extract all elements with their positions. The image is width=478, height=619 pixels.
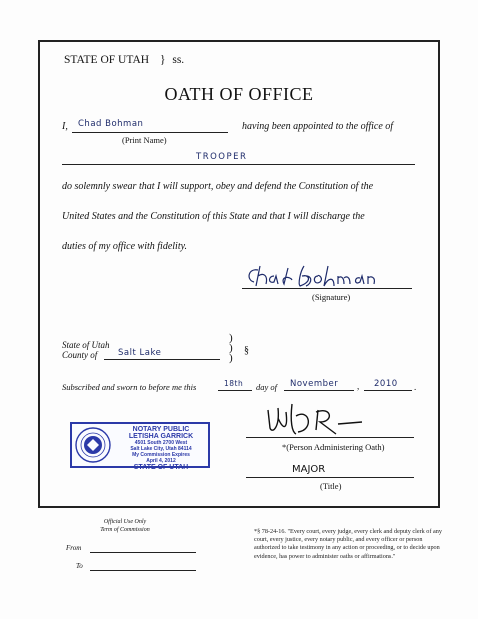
term-of-commission-label: Term of Commission: [100, 527, 150, 533]
county-value: Salt Lake: [118, 348, 162, 358]
stamp-line-4: Salt Lake City, Utah 84114: [130, 446, 192, 452]
notary-stamp: [70, 422, 210, 471]
oath-line-2: United States and the Constitution of this State and that I will discharge the: [62, 211, 365, 222]
to-line: [90, 570, 196, 571]
administering-line: [246, 437, 414, 438]
county-line: [104, 359, 220, 360]
stamp-line-2: LETISHA GARRICK: [128, 433, 194, 440]
stamp-line-5: My Commission Expires: [132, 452, 190, 458]
year-line: [364, 390, 412, 391]
day-line: [218, 390, 252, 391]
print-name-label: (Print Name): [122, 135, 167, 145]
office-value: TROOPER: [196, 152, 248, 162]
title-value: MAJOR: [292, 464, 326, 475]
sworn-prefix: Subscribed and sworn to before me this: [62, 382, 197, 392]
month-line: [284, 390, 354, 391]
statute-footnote: *§ 78-24-16. "Every court, every judge, every clerk and deputy clerk of any court, every justice, every notary public, and every officer or person authorized to take testimony in any action or proceeding, or to decide upon evidence, has power to administer oaths or affirmations.": [254, 528, 442, 560]
signature-label: (Signature): [312, 292, 351, 302]
state-label: STATE OF UTAH: [64, 54, 150, 66]
brace: }: [159, 54, 166, 66]
official-use-label: Official Use Only: [103, 519, 147, 525]
from-label: From: [66, 544, 82, 552]
title-line: [246, 477, 414, 478]
oath-line-3: duties of my office with fidelity.: [62, 241, 187, 252]
name-line: [72, 132, 228, 133]
printed-name: Chad Bohman: [78, 119, 144, 129]
stamp-line-7: STATE OF UTAH: [133, 464, 189, 471]
day-of-text: day of: [256, 382, 278, 392]
office-line: [62, 164, 415, 165]
notary-seal-icon: [75, 427, 111, 463]
from-line: [90, 552, 196, 553]
ss-label: ss.: [172, 54, 185, 66]
sworn-period: .: [414, 382, 417, 392]
i-prefix: I,: [62, 121, 68, 132]
venue-brackets: ) ) ): [229, 332, 233, 364]
administering-label: *(Person Administering Oath): [282, 442, 385, 452]
sworn-comma: ,: [357, 381, 360, 391]
having-text: having been appointed to the office of: [242, 121, 394, 132]
sworn-year: 2010: [374, 379, 398, 389]
county-prefix: County of: [62, 350, 98, 360]
to-label: To: [76, 562, 83, 570]
state-header: [64, 54, 184, 66]
stamp-text: [114, 426, 208, 471]
sworn-month: November: [290, 379, 339, 389]
stamp-line-6: April 4, 2012: [146, 458, 176, 464]
stamp-line-1: NOTARY PUBLIC: [132, 426, 190, 433]
oath-line-1: do solemnly swear that I will support, obey and defend the Constitution of the: [62, 181, 374, 192]
document-title: OATH OF OFFICE: [164, 84, 314, 104]
stamp-line-3: 4501 South 2700 West: [134, 440, 188, 446]
sworn-day: 18th: [224, 379, 244, 388]
title-label: (Title): [320, 481, 342, 491]
venue-state: State of Utah: [62, 340, 110, 350]
official-use-block: [86, 518, 164, 534]
signature-line: [242, 288, 412, 289]
administering-signature-image: [262, 398, 382, 438]
section-symbol: §: [244, 345, 249, 356]
